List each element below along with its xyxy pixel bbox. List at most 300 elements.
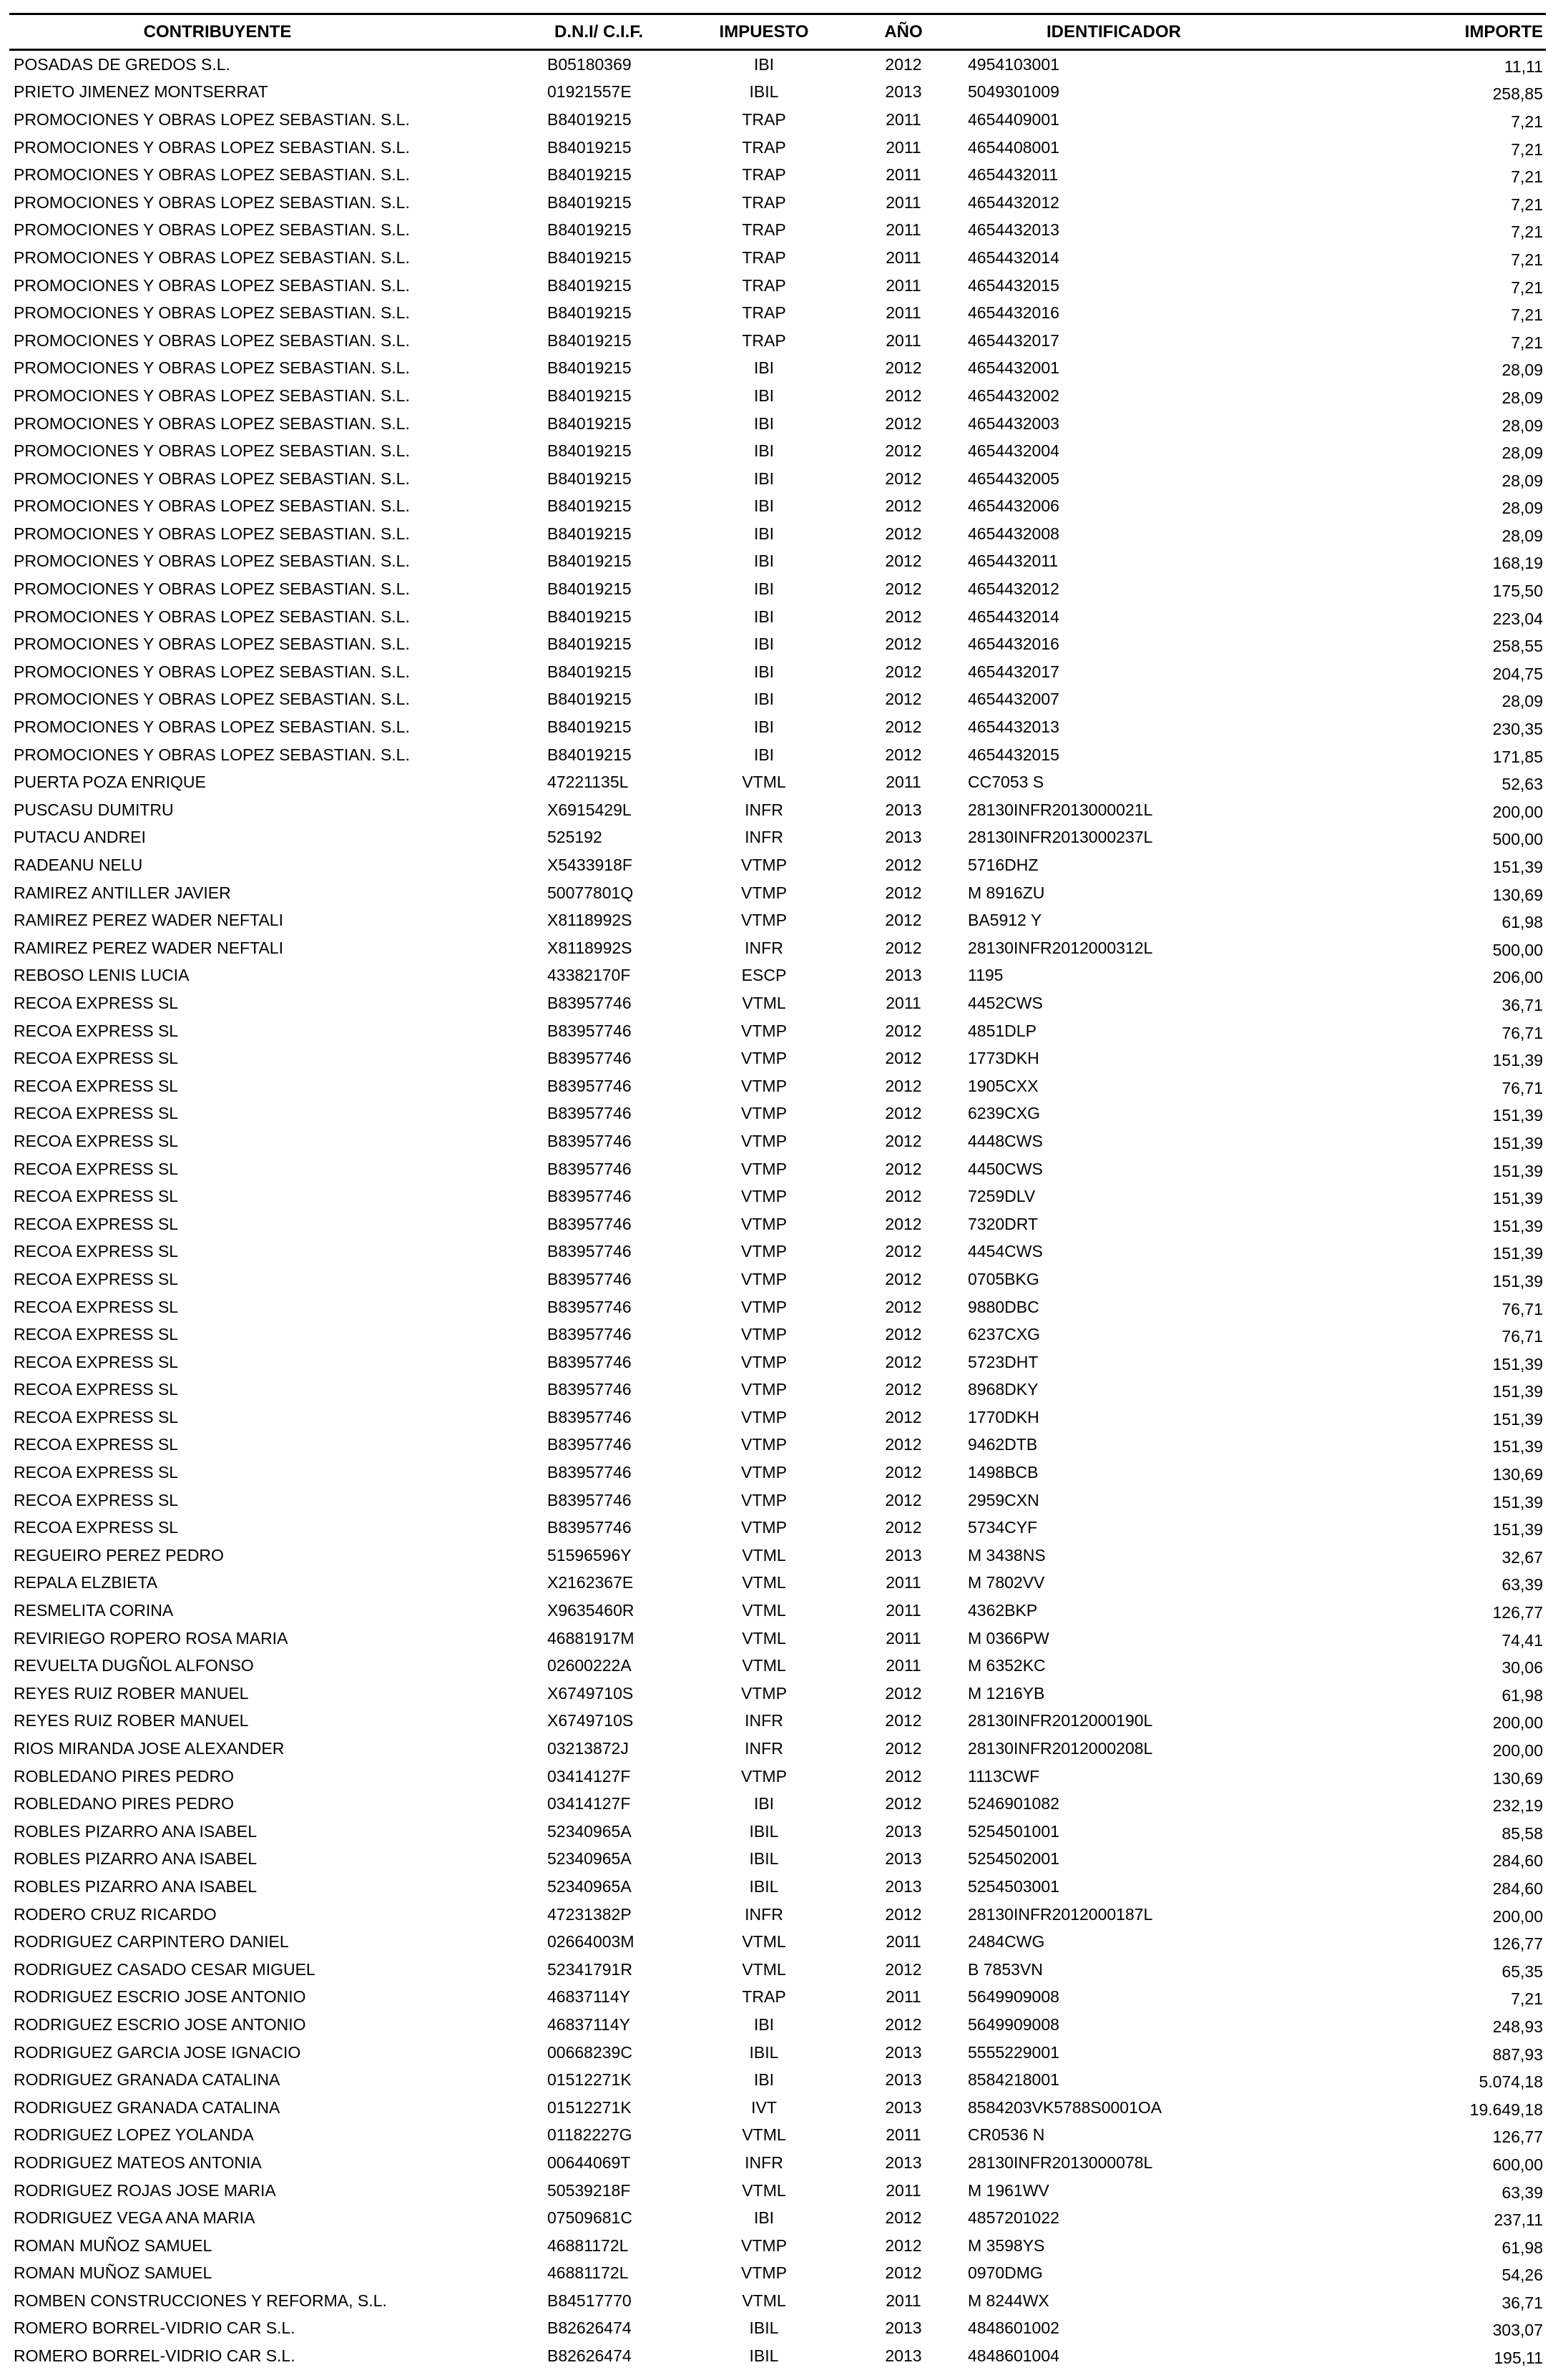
cell-contribuyente: RECOA EXPRESS SL: [14, 1242, 179, 1261]
cell-contribuyente: REVUELTA DUGÑOL ALFONSO: [14, 1656, 254, 1675]
cell-contribuyente: RODRIGUEZ CARPINTERO DANIEL: [14, 1932, 289, 1952]
cell-contribuyente: RECOA EXPRESS SL: [14, 1435, 179, 1454]
cell-dni: B84019215: [547, 552, 632, 571]
cell-identificador: 9462DTB: [968, 1435, 1038, 1454]
cell-impuesto: IVT: [751, 2097, 777, 2117]
column-header-dni: D.N.I/ C.I.F.: [547, 14, 689, 50]
cell-identificador: 4452CWS: [968, 993, 1043, 1012]
cell-ano: 2013: [885, 2042, 922, 2062]
cell-importe: 151,39: [1492, 858, 1543, 877]
table-row: [9, 2122, 1546, 2150]
cell-ano: 2011: [886, 109, 921, 129]
cell-importe: 126,77: [1492, 1603, 1543, 1622]
table-row: [9, 1708, 1546, 1735]
cell-identificador: 1773DKH: [968, 1049, 1039, 1068]
cell-identificador: 6239CXG: [968, 1104, 1041, 1123]
cell-identificador: M 0366PW: [968, 1628, 1049, 1647]
cell-importe: 65,35: [1501, 1962, 1543, 1981]
cell-impuesto: VTMP: [741, 1683, 787, 1703]
cell-impuesto: VTMP: [741, 1407, 787, 1426]
cell-importe: 28,09: [1501, 416, 1543, 435]
cell-contribuyente: ROBLEDANO PIRES PEDRO: [14, 1794, 235, 1813]
cell-dni: B84019215: [547, 635, 632, 654]
cell-dni: 51596596Y: [547, 1545, 632, 1565]
cell-importe: 63,39: [1501, 1575, 1543, 1595]
cell-dni: B84019215: [547, 386, 632, 405]
cell-impuesto: VTMP: [741, 1131, 787, 1150]
cell-impuesto: TRAP: [742, 165, 786, 185]
cell-contribuyente: REVIRIEGO ROPERO ROSA MARIA: [14, 1628, 288, 1647]
cell-dni: B83957746: [547, 1518, 632, 1537]
cell-importe: 258,55: [1492, 637, 1543, 656]
cell-dni: B83957746: [547, 1407, 632, 1426]
cell-contribuyente: ROMAN MUÑOZ SAMUEL: [14, 2263, 212, 2283]
cell-importe: 76,71: [1501, 1327, 1543, 1346]
cell-dni: 52340965A: [547, 1849, 632, 1869]
cell-contribuyente: RECOA EXPRESS SL: [14, 1131, 179, 1150]
cell-ano: 2013: [885, 2070, 922, 2090]
cell-dni: B84019215: [547, 413, 632, 433]
table-row: [9, 2149, 1546, 2177]
cell-identificador: M 8916ZU: [968, 883, 1045, 902]
cell-ano: 2012: [885, 469, 922, 488]
cell-ano: 2012: [885, 1463, 922, 1482]
cell-impuesto: VTMP: [741, 1049, 787, 1068]
table-row: [9, 134, 1546, 162]
cell-ano: 2012: [885, 1352, 922, 1371]
cell-importe: 30,06: [1501, 1658, 1543, 1678]
cell-identificador: 4848601004: [968, 2346, 1059, 2366]
cell-identificador: 1498BCB: [968, 1463, 1039, 1482]
table-row: [9, 1652, 1546, 1680]
cell-ano: 2011: [886, 773, 921, 792]
table-row: [9, 1846, 1546, 1874]
cell-contribuyente: RODRIGUEZ ROJAS JOSE MARIA: [14, 2180, 276, 2200]
cell-contribuyente: PROMOCIONES Y OBRAS LOPEZ SEBASTIAN. S.L.: [14, 718, 410, 737]
cell-ano: 2013: [885, 1545, 922, 1565]
cell-identificador: 4654432014: [968, 248, 1059, 267]
cell-ano: 2013: [885, 1849, 922, 1869]
cell-contribuyente: RECOA EXPRESS SL: [14, 1463, 179, 1482]
cell-dni: B82626474: [547, 2346, 632, 2366]
cell-ano: 2012: [885, 1683, 922, 1703]
cell-impuesto: VTMP: [741, 1104, 787, 1123]
cell-impuesto: VTML: [742, 2125, 786, 2145]
cell-impuesto: TRAP: [742, 137, 786, 157]
table-row: [9, 934, 1546, 962]
cell-ano: 2012: [885, 2263, 922, 2283]
table-row: [9, 79, 1546, 107]
cell-impuesto: VTMP: [741, 1766, 787, 1786]
table-row: [9, 1100, 1546, 1128]
cell-dni: B84019215: [547, 579, 632, 599]
cell-ano: 2012: [885, 1711, 922, 1730]
cell-impuesto: VTMP: [741, 1159, 787, 1178]
cell-identificador: 4654432015: [968, 275, 1059, 295]
cell-dni: 46881917M: [547, 1628, 634, 1647]
cell-importe: 600,00: [1492, 2155, 1543, 2174]
table-row: [9, 1790, 1546, 1818]
cell-identificador: 4362BKP: [968, 1601, 1038, 1620]
cell-impuesto: INFR: [745, 800, 783, 819]
cell-impuesto: VTMP: [741, 1490, 787, 1509]
cell-impuesto: VTMP: [741, 1021, 787, 1040]
cell-dni: B83957746: [547, 1049, 632, 1068]
cell-impuesto: IBI: [753, 386, 775, 405]
cell-ano: 2012: [885, 745, 922, 764]
cell-ano: 2013: [885, 800, 922, 819]
table-row: [9, 161, 1546, 189]
cell-ano: 2011: [886, 303, 921, 323]
cell-identificador: M 1961WV: [968, 2180, 1049, 2200]
cell-impuesto: IBI: [753, 579, 775, 599]
table-row: [9, 989, 1546, 1017]
cell-impuesto: VTMP: [741, 1435, 787, 1454]
table-row: [9, 824, 1546, 852]
cell-ano: 2012: [885, 386, 922, 405]
cell-importe: 130,69: [1492, 1465, 1543, 1484]
cell-dni: B84019215: [547, 275, 632, 295]
cell-importe: 151,39: [1492, 1189, 1543, 1208]
table-row: [9, 962, 1546, 990]
cell-dni: X2162367E: [547, 1573, 634, 1592]
table-row: [9, 1321, 1546, 1348]
cell-contribuyente: PROMOCIONES Y OBRAS LOPEZ SEBASTIAN. S.L.: [14, 745, 410, 764]
cell-dni: X8118992S: [547, 911, 632, 930]
cell-identificador: 4654432008: [968, 524, 1059, 543]
cell-contribuyente: RODRIGUEZ VEGA ANA MARIA: [14, 2208, 255, 2228]
table-row: [9, 686, 1546, 714]
column-header-importe: IMPORTE: [1260, 14, 1546, 50]
cell-importe: 19.649,18: [1469, 2100, 1543, 2119]
cell-ano: 2011: [886, 2125, 921, 2145]
cell-ano: 2012: [885, 1380, 922, 1399]
cell-importe: 151,39: [1492, 1382, 1543, 1401]
cell-dni: B84019215: [547, 220, 632, 240]
cell-dni: B84019215: [547, 137, 632, 157]
cell-importe: 230,35: [1492, 720, 1543, 739]
tax-debtor-listing: [9, 13, 1546, 2370]
cell-impuesto: INFR: [745, 1739, 783, 1758]
table-row: [9, 1404, 1546, 1431]
cell-dni: B84019215: [547, 469, 632, 488]
cell-identificador: BA5912 Y: [968, 911, 1042, 930]
cell-identificador: 4654432017: [968, 662, 1059, 681]
table-body: [9, 50, 1546, 2370]
cell-dni: B83957746: [547, 1214, 632, 1233]
cell-dni: B84019215: [547, 165, 632, 185]
cell-importe: 151,39: [1492, 1161, 1543, 1180]
cell-contribuyente: ROBLES PIZARRO ANA ISABEL: [14, 1849, 258, 1869]
cell-identificador: 5049301009: [968, 82, 1059, 102]
cell-ano: 2011: [886, 1601, 921, 1620]
cell-ano: 2012: [885, 1187, 922, 1206]
table-row: [9, 1625, 1546, 1652]
cell-impuesto: VTML: [742, 1656, 786, 1675]
cell-dni: B84019215: [547, 330, 632, 350]
cell-dni: B84019215: [547, 718, 632, 737]
cell-identificador: 8584218001: [968, 2070, 1059, 2090]
cell-importe: 28,09: [1501, 471, 1543, 490]
cell-dni: B83957746: [547, 1269, 632, 1288]
cell-importe: 151,39: [1492, 1409, 1543, 1429]
cell-contribuyente: PROMOCIONES Y OBRAS LOPEZ SEBASTIAN. S.L.: [14, 552, 410, 571]
cell-impuesto: IBI: [753, 745, 775, 764]
table-row: [9, 1293, 1546, 1321]
table-row: [9, 382, 1546, 410]
table-row: [9, 437, 1546, 465]
cell-ano: 2011: [886, 1656, 921, 1675]
cell-ano: 2012: [885, 2236, 922, 2255]
cell-importe: 54,26: [1501, 2266, 1543, 2285]
cell-contribuyente: PROMOCIONES Y OBRAS LOPEZ SEBASTIAN. S.L.: [14, 386, 410, 405]
cell-identificador: 28130INFR2012000190L: [968, 1711, 1153, 1730]
cell-dni: 525192: [547, 828, 602, 847]
cell-importe: 85,58: [1501, 1823, 1543, 1843]
cell-importe: 61,98: [1501, 2238, 1543, 2257]
cell-ano: 2012: [885, 413, 922, 433]
cell-importe: 7,21: [1511, 278, 1543, 297]
table-row: [9, 1182, 1546, 1210]
table-row: [9, 713, 1546, 741]
cell-dni: B84019215: [547, 358, 632, 378]
cell-ano: 2012: [885, 2208, 922, 2228]
cell-dni: 46837114Y: [547, 2014, 630, 2034]
cell-importe: 76,71: [1501, 1078, 1543, 1097]
cell-impuesto: TRAP: [742, 192, 786, 212]
cell-importe: 28,09: [1501, 526, 1543, 545]
cell-dni: X9635460R: [547, 1601, 634, 1620]
cell-ano: 2011: [886, 1932, 921, 1952]
cell-ano: 2012: [885, 1490, 922, 1509]
cell-ano: 2012: [885, 1766, 922, 1786]
cell-ano: 2012: [885, 635, 922, 654]
cell-importe: 151,39: [1492, 1354, 1543, 1373]
cell-identificador: 4654432001: [968, 358, 1059, 378]
table-row: [9, 244, 1546, 272]
cell-contribuyente: RESMELITA CORINA: [14, 1601, 174, 1620]
cell-contribuyente: PROMOCIONES Y OBRAS LOPEZ SEBASTIAN. S.L.: [14, 303, 410, 323]
cell-ano: 2012: [885, 1214, 922, 1233]
cell-ano: 2012: [885, 358, 922, 378]
cell-impuesto: IBIL: [749, 2042, 779, 2062]
cell-identificador: CR0536 N: [968, 2125, 1045, 2145]
cell-contribuyente: RECOA EXPRESS SL: [14, 1269, 179, 1288]
table-row: [9, 2177, 1546, 2205]
cell-dni: 52340965A: [547, 1821, 632, 1841]
cell-identificador: M 6352KC: [968, 1656, 1046, 1675]
cell-identificador: 4450CWS: [968, 1159, 1043, 1178]
table-row: [9, 189, 1546, 217]
cell-ano: 2012: [885, 718, 922, 737]
cell-identificador: B 7853VN: [968, 1959, 1043, 1979]
cell-identificador: 4454CWS: [968, 1242, 1043, 1261]
cell-dni: 47231382P: [547, 1904, 632, 1924]
cell-ano: 2013: [885, 966, 922, 985]
table-row: [9, 217, 1546, 245]
table-row: [9, 2011, 1546, 2039]
cell-contribuyente: RECOA EXPRESS SL: [14, 1490, 179, 1509]
cell-importe: 5.074,18: [1479, 2072, 1543, 2092]
cell-dni: B84019215: [547, 109, 632, 129]
cell-contribuyente: PROMOCIONES Y OBRAS LOPEZ SEBASTIAN. S.L.: [14, 358, 410, 378]
cell-contribuyente: PROMOCIONES Y OBRAS LOPEZ SEBASTIAN. S.L.: [14, 220, 410, 240]
cell-identificador: 4857201022: [968, 2208, 1059, 2228]
cell-dni: B83957746: [547, 1131, 632, 1150]
cell-importe: 74,41: [1501, 1630, 1543, 1650]
table-row: [9, 768, 1546, 796]
cell-impuesto: VTMP: [741, 1269, 787, 1288]
cell-identificador: 4654432004: [968, 441, 1059, 461]
table-row: [9, 2342, 1546, 2370]
table-row: [9, 1238, 1546, 1266]
cell-identificador: 4654432012: [968, 579, 1059, 599]
cell-identificador: 8584203VK5788S0001OA: [968, 2097, 1162, 2117]
cell-importe: 168,19: [1492, 554, 1543, 573]
cell-identificador: 1905CXX: [968, 1076, 1039, 1095]
cell-contribuyente: ROBLES PIZARRO ANA ISABEL: [14, 1821, 258, 1841]
cell-dni: B84019215: [547, 441, 632, 461]
cell-impuesto: IBI: [753, 54, 775, 74]
table-row: [9, 1873, 1546, 1901]
cell-importe: 7,21: [1511, 167, 1543, 187]
cell-ano: 2013: [885, 2153, 922, 2172]
cell-identificador: 1113CWF: [968, 1766, 1040, 1786]
cell-impuesto: TRAP: [742, 303, 786, 323]
table-row: [9, 1984, 1546, 2012]
cell-dni: B84019215: [547, 192, 632, 212]
table-row: [9, 1348, 1546, 1376]
cell-importe: 151,39: [1492, 1133, 1543, 1152]
cell-identificador: M 7802VV: [968, 1573, 1045, 1592]
cell-impuesto: VTMP: [741, 911, 787, 930]
cell-identificador: 5649909008: [968, 2014, 1059, 2034]
cell-importe: 130,69: [1492, 885, 1543, 904]
cell-importe: 7,21: [1511, 222, 1543, 242]
cell-impuesto: IBI: [753, 552, 775, 571]
cell-contribuyente: ROMERO BORREL-VIDRIO CAR S.L.: [14, 2318, 295, 2338]
cell-importe: 126,77: [1492, 2127, 1543, 2147]
cell-importe: 175,50: [1492, 582, 1543, 601]
cell-dni: B84019215: [547, 662, 632, 681]
cell-contribuyente: RECOA EXPRESS SL: [14, 1407, 179, 1426]
cell-importe: 500,00: [1492, 830, 1543, 849]
cell-dni: B84019215: [547, 496, 632, 516]
cell-ano: 2012: [885, 1325, 922, 1344]
cell-ano: 2012: [885, 1076, 922, 1095]
cell-identificador: 4654408001: [968, 137, 1059, 157]
cell-ano: 2012: [885, 662, 922, 681]
cell-dni: B83957746: [547, 1463, 632, 1482]
cell-impuesto: IBIL: [749, 2318, 779, 2338]
table-row: [9, 50, 1546, 79]
cell-dni: 01182227G: [547, 2125, 632, 2145]
cell-importe: 200,00: [1492, 1713, 1543, 1733]
cell-identificador: 4654432013: [968, 220, 1059, 240]
cell-ano: 2012: [885, 1159, 922, 1178]
cell-importe: 61,98: [1501, 913, 1543, 932]
cell-identificador: 1770DKH: [968, 1407, 1039, 1426]
cell-identificador: 2484CWG: [968, 1932, 1045, 1952]
cell-dni: B83957746: [547, 1159, 632, 1178]
cell-importe: 36,71: [1501, 995, 1543, 1014]
cell-ano: 2012: [885, 938, 922, 957]
cell-ano: 2011: [886, 275, 921, 295]
table-row: [9, 851, 1546, 879]
cell-contribuyente: PROMOCIONES Y OBRAS LOPEZ SEBASTIAN. S.L.: [14, 496, 410, 516]
cell-contribuyente: RECOA EXPRESS SL: [14, 1076, 179, 1095]
cell-importe: 151,39: [1492, 1437, 1543, 1456]
cell-importe: 7,21: [1511, 333, 1543, 352]
cell-identificador: CC7053 S: [968, 773, 1044, 792]
table-header: [9, 14, 1546, 50]
cell-importe: 28,09: [1501, 444, 1543, 463]
cell-identificador: 4654432014: [968, 607, 1059, 626]
cell-contribuyente: RADEANU NELU: [14, 856, 143, 875]
cell-contribuyente: REYES RUIZ ROBER MANUEL: [14, 1711, 249, 1730]
cell-contribuyente: PROMOCIONES Y OBRAS LOPEZ SEBASTIAN. S.L.: [14, 192, 410, 212]
cell-contribuyente: PROMOCIONES Y OBRAS LOPEZ SEBASTIAN. S.L.: [14, 662, 410, 681]
table-row: [9, 1597, 1546, 1625]
cell-identificador: 0970DMG: [968, 2263, 1043, 2283]
cell-contribuyente: PROMOCIONES Y OBRAS LOPEZ SEBASTIAN. S.L.: [14, 635, 410, 654]
cell-importe: 151,39: [1492, 1051, 1543, 1070]
table-row: [9, 2094, 1546, 2122]
cell-identificador: 5649909008: [968, 1987, 1059, 2007]
table-row: [9, 106, 1546, 134]
cell-identificador: 5254503001: [968, 1876, 1059, 1896]
cell-identificador: 4654432002: [968, 386, 1059, 405]
contributors-table: [9, 13, 1546, 2370]
cell-contribuyente: RECOA EXPRESS SL: [14, 1187, 179, 1206]
cell-contribuyente: RODRIGUEZ LOPEZ YOLANDA: [14, 2125, 254, 2145]
cell-ano: 2011: [886, 137, 921, 157]
cell-ano: 2012: [885, 856, 922, 875]
cell-impuesto: VTMP: [741, 883, 787, 902]
cell-impuesto: VTML: [742, 1545, 786, 1565]
cell-dni: 52340965A: [547, 1876, 632, 1896]
cell-importe: 195,11: [1494, 2349, 1543, 2368]
cell-identificador: 28130INFR2012000187L: [968, 1904, 1153, 1924]
cell-impuesto: IBI: [753, 358, 775, 378]
cell-dni: 01512271K: [547, 2070, 632, 2090]
cell-contribuyente: PROMOCIONES Y OBRAS LOPEZ SEBASTIAN. S.L.: [14, 413, 410, 433]
cell-dni: X5433918F: [547, 856, 632, 875]
cell-importe: 76,71: [1501, 1023, 1543, 1042]
cell-identificador: 4954103001: [968, 54, 1059, 74]
cell-impuesto: VTML: [742, 2180, 786, 2200]
cell-dni: B82626474: [547, 2318, 632, 2338]
cell-contribuyente: RECOA EXPRESS SL: [14, 993, 179, 1012]
cell-dni: B83957746: [547, 1242, 632, 1261]
table-row: [9, 603, 1546, 631]
cell-impuesto: IBIL: [749, 1876, 779, 1896]
cell-contribuyente: RECOA EXPRESS SL: [14, 1352, 179, 1371]
cell-identificador: 4654432003: [968, 413, 1059, 433]
cell-ano: 2012: [885, 1021, 922, 1040]
cell-contribuyente: RODRIGUEZ GRANADA CATALINA: [14, 2070, 280, 2090]
cell-identificador: 5254502001: [968, 1849, 1059, 1869]
cell-identificador: 9880DBC: [968, 1297, 1039, 1316]
cell-impuesto: TRAP: [742, 220, 786, 240]
cell-identificador: 4851DLP: [968, 1021, 1037, 1040]
table-row: [9, 1072, 1546, 1100]
cell-impuesto: TRAP: [742, 1987, 786, 2007]
table-row: [9, 1542, 1546, 1570]
cell-dni: B83957746: [547, 1380, 632, 1399]
table-row: [9, 410, 1546, 438]
table-row: [9, 1901, 1546, 1929]
